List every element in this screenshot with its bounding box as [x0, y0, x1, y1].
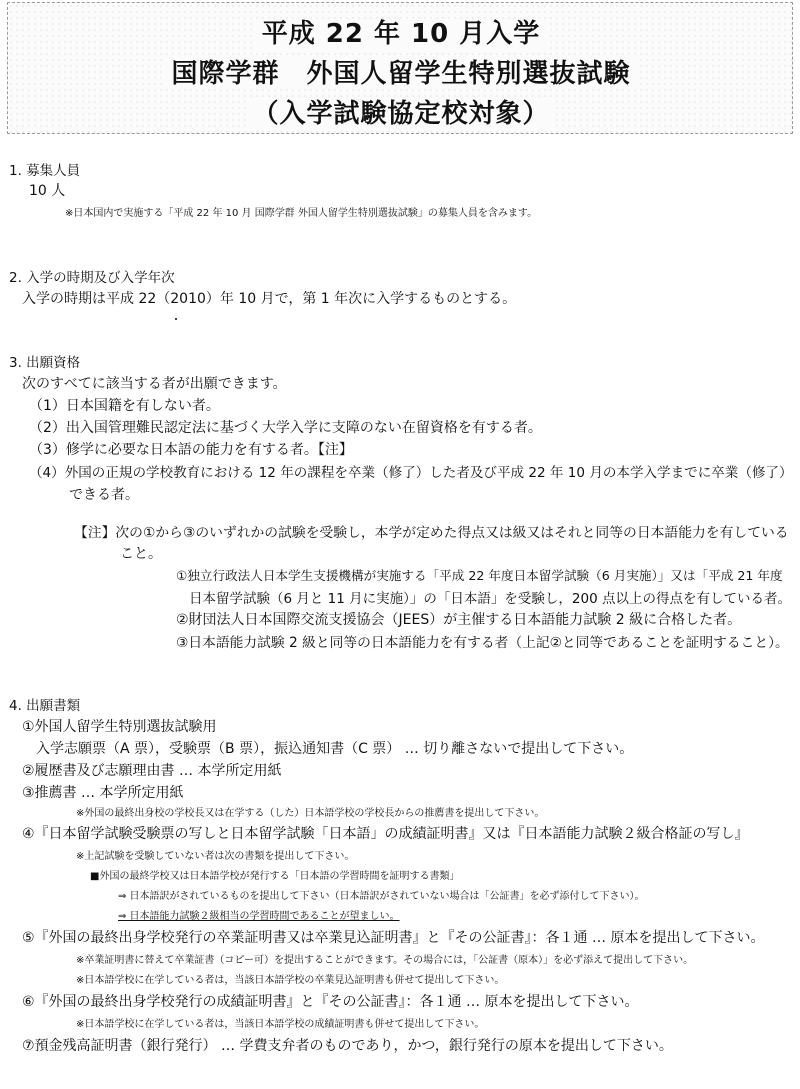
- doc-7: ⑦預金残高証明書（銀行発行） … 学費支弁者のものであり，かつ，銀行発行の原本を提出して下さい。: [22, 1038, 673, 1054]
- doc-5-note-2: ※日本語学校に在学している者は，当該日本語学校の卒業見込証明書も併せて提出して下さい。: [76, 975, 505, 986]
- section-3-intro: 次のすべてに該当する者が出願できます。: [22, 376, 287, 392]
- doc-4: ④『日本留学試験受験票の写しと日本留学試験「日本語」の成績証明書』又は『日本語能力試験２級合格証の写し』: [22, 826, 749, 842]
- section-3-sub-3: ③日本語能力試験 2 級と同等の日本語能力を有する者（上記②と同等であることを証明すること）。: [176, 635, 789, 651]
- doc-5-note-1: ※卒業証明書に替えて卒業証書（コピー可）を提出することができます。その場合には，「公証書（原本）」を必ず添えて提出して下さい。: [76, 955, 694, 966]
- section-1-note: ※日本国内で実施する「平成 22 年 10 月 国際学群 外国人留学生特別選抜試験」の募集人員を含みます。: [65, 208, 538, 219]
- section-2-heading: 2. 入学の時期及び入学年次: [9, 270, 175, 286]
- section-3-sub-2: ②財団法人日本国際交流支援協会（JEES）が主催する日本語能力試験 2 級に合格した者。: [176, 612, 742, 628]
- title-line-2: 国際学群 外国人留学生特別選抜試験: [8, 53, 794, 90]
- doc-2: ②履歴書及び志願理由書 … 本学所定用紙: [22, 763, 282, 779]
- doc-3-note: ※外国の最終出身校の学校長又は在学する（した）日本語学校の学校長からの推薦書を提出して下さい。: [76, 808, 545, 819]
- doc-6: ⑥『外国の最終出身学校発行の成績証明書』と『その公証書』：各１通 … 原本を提出して下さい。: [22, 994, 639, 1010]
- section-3-sub-1-line-2: 日本留学試験（6 月と 11 月に実施）」の「日本語」を受験し，200 点以上の得点を有している者。: [189, 591, 791, 607]
- section-3-item-2: （2）出入国管理難民認定法に基づく大学入学に支障のない在留資格を有する者。: [29, 420, 542, 436]
- doc-4-sub-b: ⇒ 日本語能力試験２級相当の学習時間であることが望ましい。: [118, 911, 400, 922]
- section-3-note-line-2: こと。: [120, 546, 162, 562]
- section-3-item-3: （3）修学に必要な日本語の能力を有する者。【注】: [29, 442, 353, 458]
- doc-4-sub: ■外国の最終学校又は日本語学校が発行する「日本語の学習時間を証明する書類」: [90, 871, 460, 882]
- section-4-heading: 4. 出願書類: [9, 698, 81, 714]
- title-line-1: 平成 22 年 10 月入学: [8, 13, 794, 50]
- section-3-note-line-1: 【注】次の①から③のいずれかの試験を受験し，本学が定めた得点又は級又はそれと同等の日本語能力を有している: [74, 525, 789, 541]
- section-2-body: 入学の時期は平成 22（2010）年 10 月で，第 1 年次に入学するものとする。: [22, 291, 517, 307]
- doc-1-body: 入学志願票（A 票），受験票（B 票），振込通知書（C 票） … 切り離さないで提出して下さい。: [36, 741, 634, 757]
- title-line-3: （入学試験協定校対象）: [8, 93, 794, 130]
- doc-4-note: ※上記試験を受験していない者は次の書類を提出して下さい。: [76, 851, 355, 862]
- section-3-sub-1-line-1: ①独立行政法人日本学生支援機構が実施する「平成 22 年度日本留学試験（6 月実施）」又は「平成 21 年度: [176, 568, 783, 583]
- doc-6-note: ※日本語学校に在学している者は，当該日本語学校の成績証明書も併せて提出して下さい。: [76, 1019, 485, 1030]
- section-1-body: 10 人: [29, 183, 66, 199]
- doc-4-sub-a: ⇒ 日本語訳がされているものを提出して下さい（日本語訳がされていない場合は「公証書」を必ず添付して下さい）。: [118, 891, 645, 902]
- section-3-item-4: （4）外国の正規の学校教育における 12 年の課程を卒業（修了）した者及び平成 22 年 10 月の本学入学までに卒業（修了）: [29, 465, 793, 481]
- doc-3: ③推薦書 … 本学所定用紙: [22, 785, 184, 801]
- title-box: [7, 2, 793, 134]
- stray-dot: [175, 318, 177, 320]
- section-1-heading: 1. 募集人員: [9, 163, 81, 179]
- doc-5: ⑤『外国の最終出身学校発行の卒業証明書又は卒業見込証明書』と『その公証書』：各１通 … 原本を提出して下さい。: [22, 930, 765, 946]
- section-3-heading: 3. 出願資格: [9, 355, 81, 371]
- doc-1: ①外国人留学生特別選抜試験用: [22, 719, 217, 735]
- section-3-item-1: （1）日本国籍を有しない者。: [29, 398, 220, 414]
- section-3-item-4-cont: できる者。: [69, 487, 139, 503]
